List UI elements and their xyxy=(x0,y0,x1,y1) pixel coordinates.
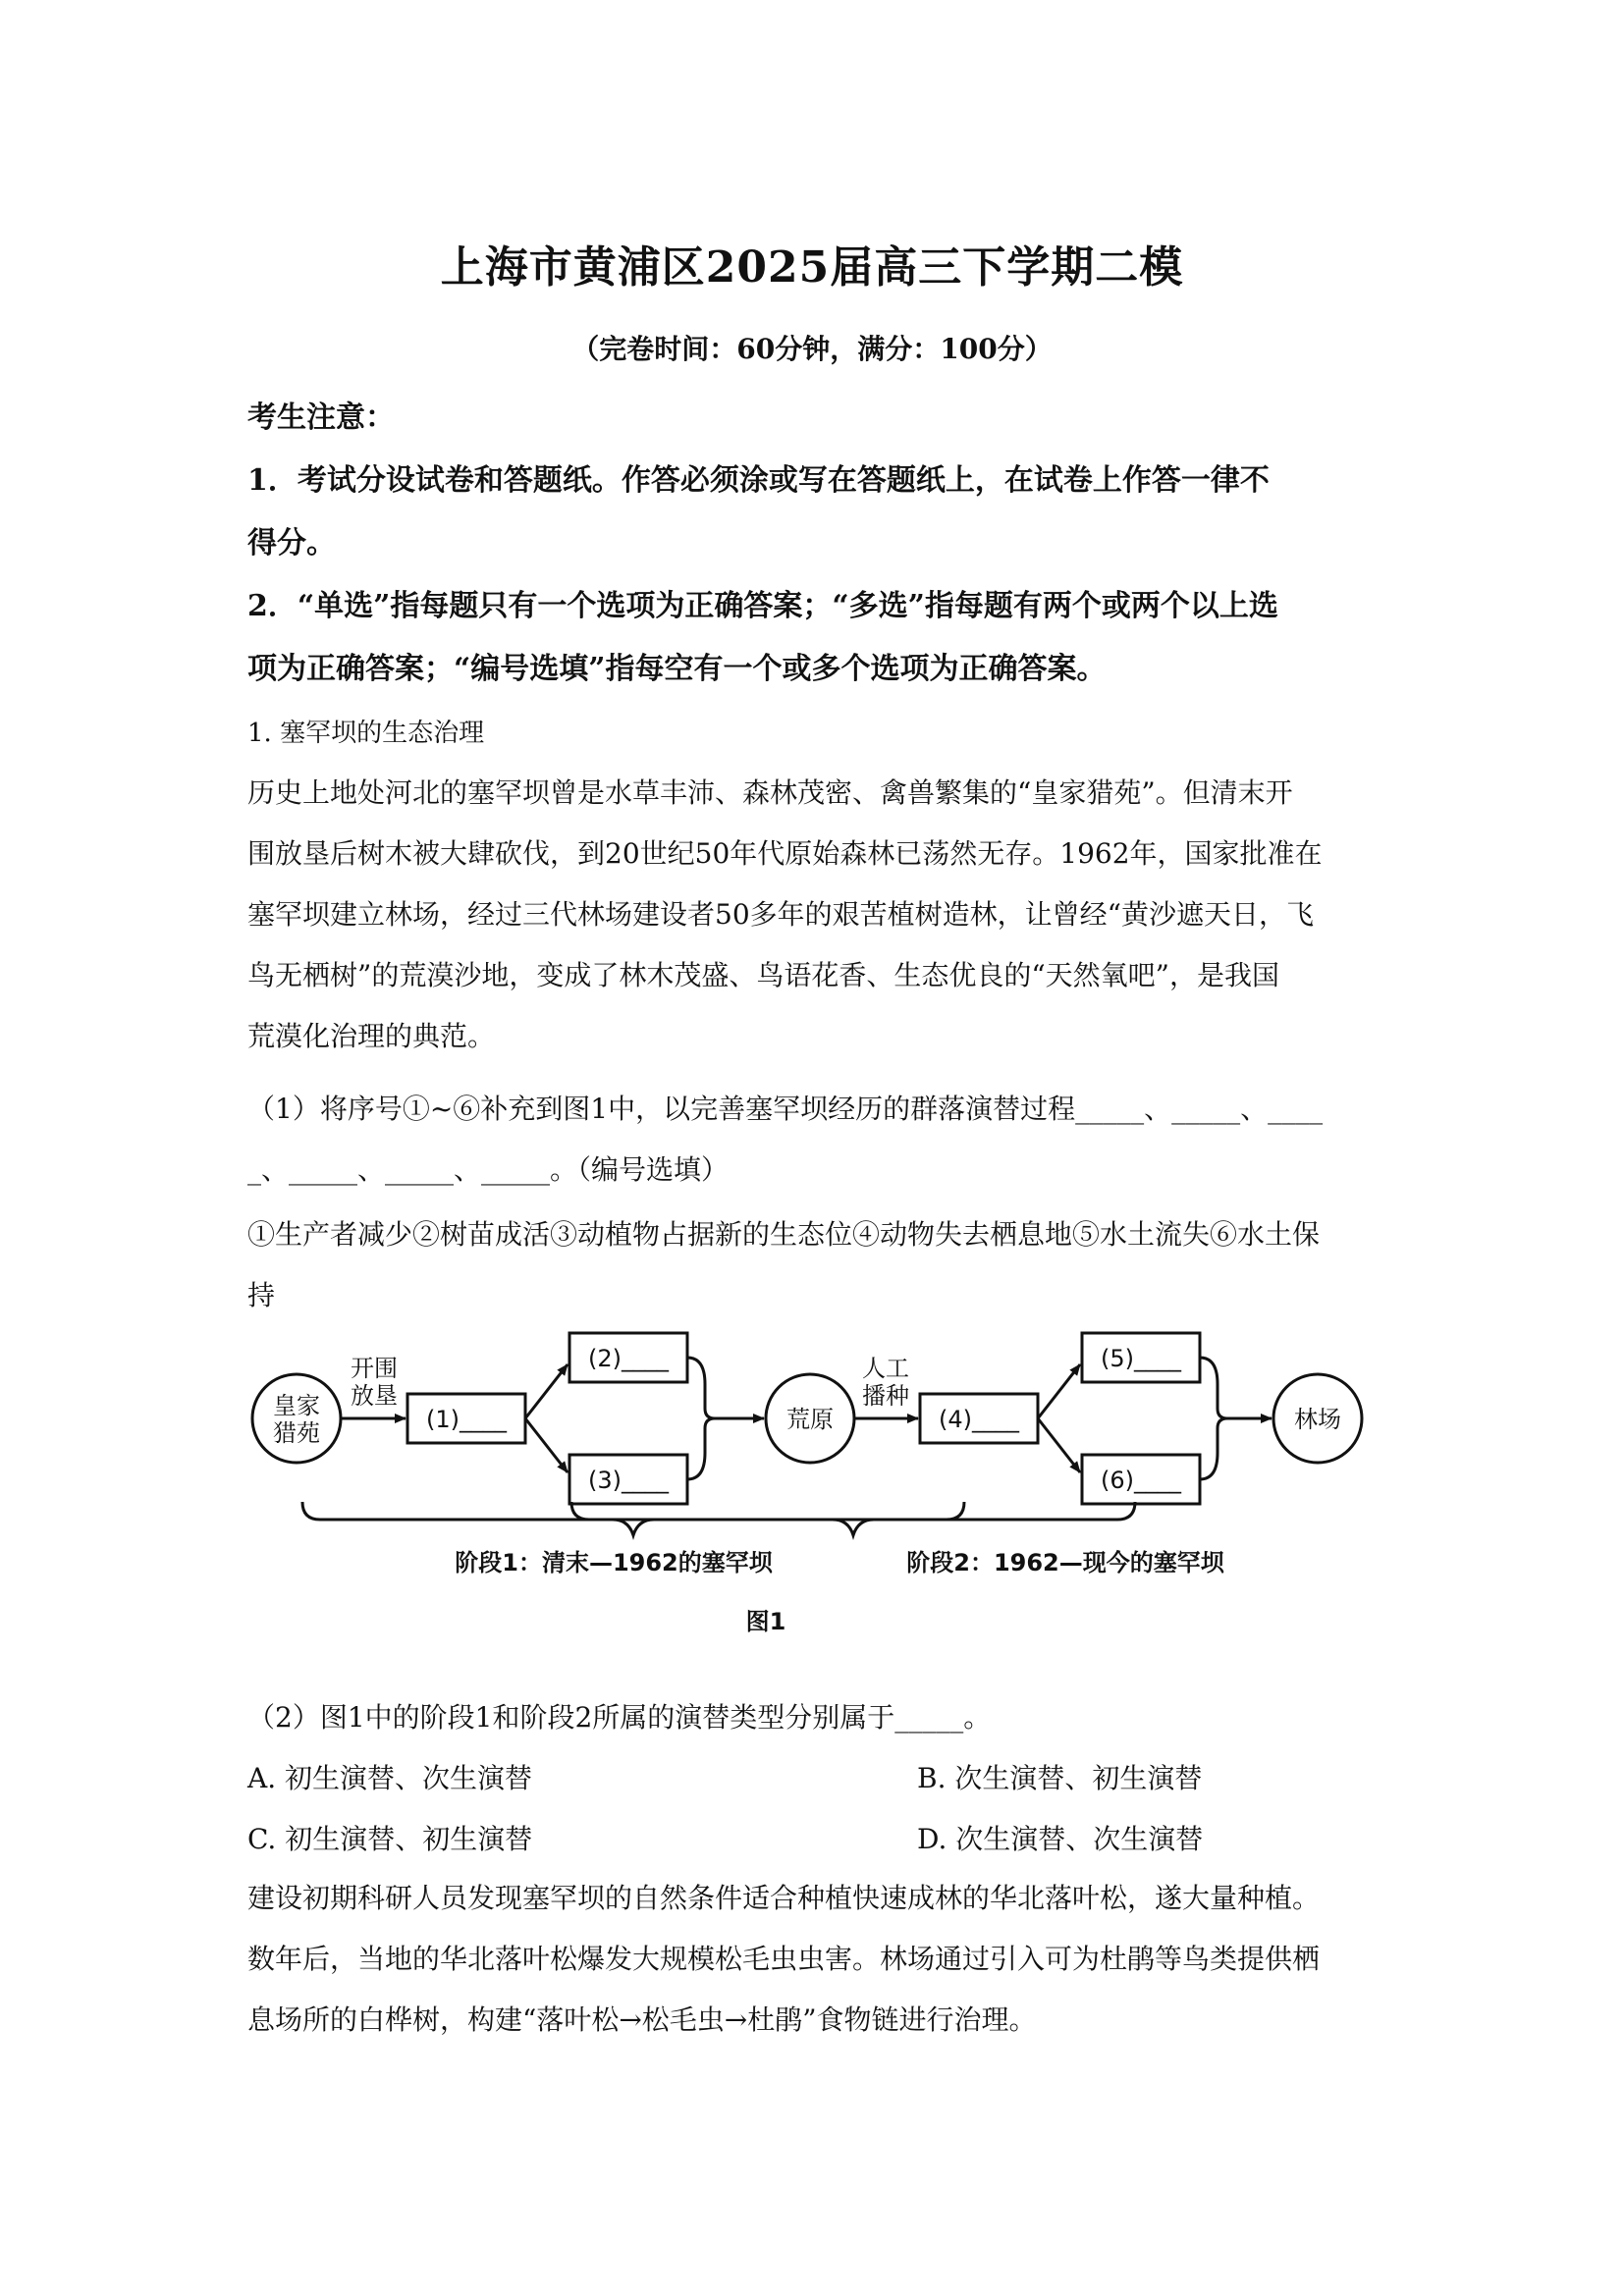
paragraph-2-line: 建设初期科研人员发现塞罕坝的自然条件适合种植快速成林的华北落叶松，遂大量种植。 xyxy=(247,1882,1321,1914)
paragraph-2-line: 数年后，当地的华北落叶松爆发大规模松毛虫虫害。林场通过引入可为杜鹃等鸟类提供栖 xyxy=(247,1943,1321,1975)
option-b[interactable]: B. 次生演替、初生演替 xyxy=(917,1762,1203,1794)
box-2-label: (2)____ xyxy=(588,1345,669,1372)
options-line-2: 持 xyxy=(247,1279,276,1311)
box-5-label: (5)____ xyxy=(1101,1345,1181,1372)
succession-diagram xyxy=(236,1325,1365,1610)
options-line-1: ①生产者减少②树苗成活③动植物占据新的生态位④动物失去栖息地⑤水土流失⑥水土保 xyxy=(247,1218,1321,1251)
option-d[interactable]: D. 次生演替、次生演替 xyxy=(917,1823,1204,1855)
paragraph-line: 塞罕坝建立林场，经过三代林场建设者50多年的艰苦植树造林，让曾经“黄沙遮天日，飞 xyxy=(247,898,1314,931)
paragraph-line: 荒漠化治理的典范。 xyxy=(247,1020,496,1052)
royal-node-label-line-2: 猎苑 xyxy=(273,1419,320,1447)
box-4-label: (4)____ xyxy=(939,1406,1019,1433)
arrow-2-label-line-2: 播种 xyxy=(862,1382,909,1410)
notice-item-2-line-1: 2．“单选”指每题只有一个选项为正确答案；“多选”指每题有两个或两个以上选 xyxy=(247,589,1278,623)
arrow-2-label-line-1: 人工 xyxy=(862,1355,909,1382)
arrow-1-label-line-1: 开围 xyxy=(351,1355,398,1382)
section-heading: 1. 塞罕坝的生态治理 xyxy=(247,719,485,748)
arrow-1-label-line-2: 放垦 xyxy=(351,1382,398,1410)
paragraph-line: 历史上地处河北的塞罕坝曾是水草丰沛、森林茂密、禽兽繁集的“皇家猎苑”。但清末开 xyxy=(247,776,1293,809)
box-6-label: (6)____ xyxy=(1101,1467,1181,1494)
paragraph-2-line: 息场所的白桦树，构建“落叶松→松毛虫→杜鹃”食物链进行治理。 xyxy=(247,2003,1037,2036)
wasteland-node-label: 荒原 xyxy=(786,1406,834,1433)
box-1-label: (1)____ xyxy=(426,1406,507,1433)
paragraph-line: 鸟无栖树”的荒漠沙地，变成了林木茂盛、鸟语花香、生态优良的“天然氧吧”，是我国 xyxy=(247,959,1279,991)
notice-item-2-line-2: 项为正确答案；“编号选填”指每空有一个或多个选项为正确答案。 xyxy=(247,652,1107,686)
notice-item-1-line-1: 1．考试分设试卷和答题纸。作答必须涂或写在答题纸上，在试卷上作答一律不 xyxy=(247,463,1270,498)
option-c[interactable]: C. 初生演替、初生演替 xyxy=(247,1823,533,1855)
figure-caption: 图1 xyxy=(745,1608,786,1635)
question-1-line-2: _、_____、_____、_____。（编号选填） xyxy=(247,1153,730,1186)
notice-item-1-line-2: 得分。 xyxy=(247,526,336,561)
notice-heading: 考生注意： xyxy=(247,400,395,435)
stage-1-label: 阶段1：清末—1962的塞罕坝 xyxy=(455,1549,773,1576)
question-1-line-1: （1）将序号①~⑥补充到图1中，以完善塞罕坝经历的群落演替过程_____、_____、____ xyxy=(247,1093,1324,1125)
stage-2-label: 阶段2：1962—现今的塞罕坝 xyxy=(906,1549,1224,1576)
page-title: 上海市黄浦区2025届高三下学期二模 xyxy=(440,242,1184,293)
question-2: （2）图1中的阶段1和阶段2所属的演替类型分别属于_____。 xyxy=(247,1701,992,1734)
forest-node-label: 林场 xyxy=(1294,1406,1341,1433)
paragraph-line: 围放垦后树木被大肆砍伐，到20世纪50年代原始森林已荡然无存。1962年，国家批准在 xyxy=(247,837,1323,870)
box-3-label: (3)____ xyxy=(588,1467,669,1494)
exam-subtitle: （完卷时间：60分钟，满分：100分） xyxy=(571,333,1053,365)
option-a[interactable]: A. 初生演替、次生演替 xyxy=(247,1762,533,1794)
royal-node-label-line-1: 皇家 xyxy=(273,1392,320,1419)
